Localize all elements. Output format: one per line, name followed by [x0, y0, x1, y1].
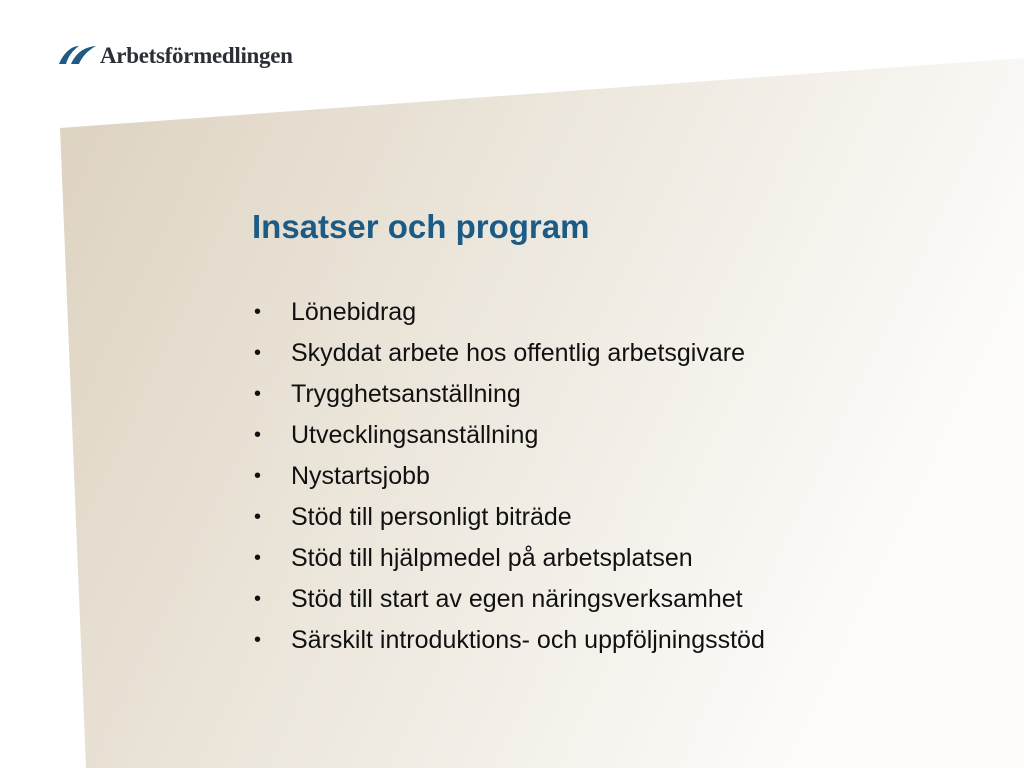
bullet-item: • Stöd till start av egen näringsverksamhet — [252, 579, 765, 620]
bullet-item: • Särskilt introduktions- och uppföljningsstöd — [252, 620, 765, 661]
bullet-list — [252, 292, 765, 661]
bullet-item: • Trygghetsanställning — [252, 374, 765, 415]
bullet-item: • Stöd till personligt biträde — [252, 497, 765, 538]
bullet-item: • Lönebidrag — [252, 292, 765, 333]
bullet-item: • Stöd till hjälpmedel på arbetsplatsen — [252, 538, 765, 579]
logo-wordmark: Arbetsförmedlingen — [100, 42, 293, 68]
arbetsformedlingen-logo — [58, 40, 293, 70]
bullet-item: • Skyddat arbete hos offentlig arbetsgivare — [252, 333, 765, 374]
bullet-item: • Utvecklingsanställning — [252, 415, 765, 456]
bullet-item: • Nystartsjobb — [252, 456, 765, 497]
slide-title: Insatser och program — [252, 208, 590, 245]
arbetsformedlingen-swoosh-icon — [58, 43, 98, 67]
